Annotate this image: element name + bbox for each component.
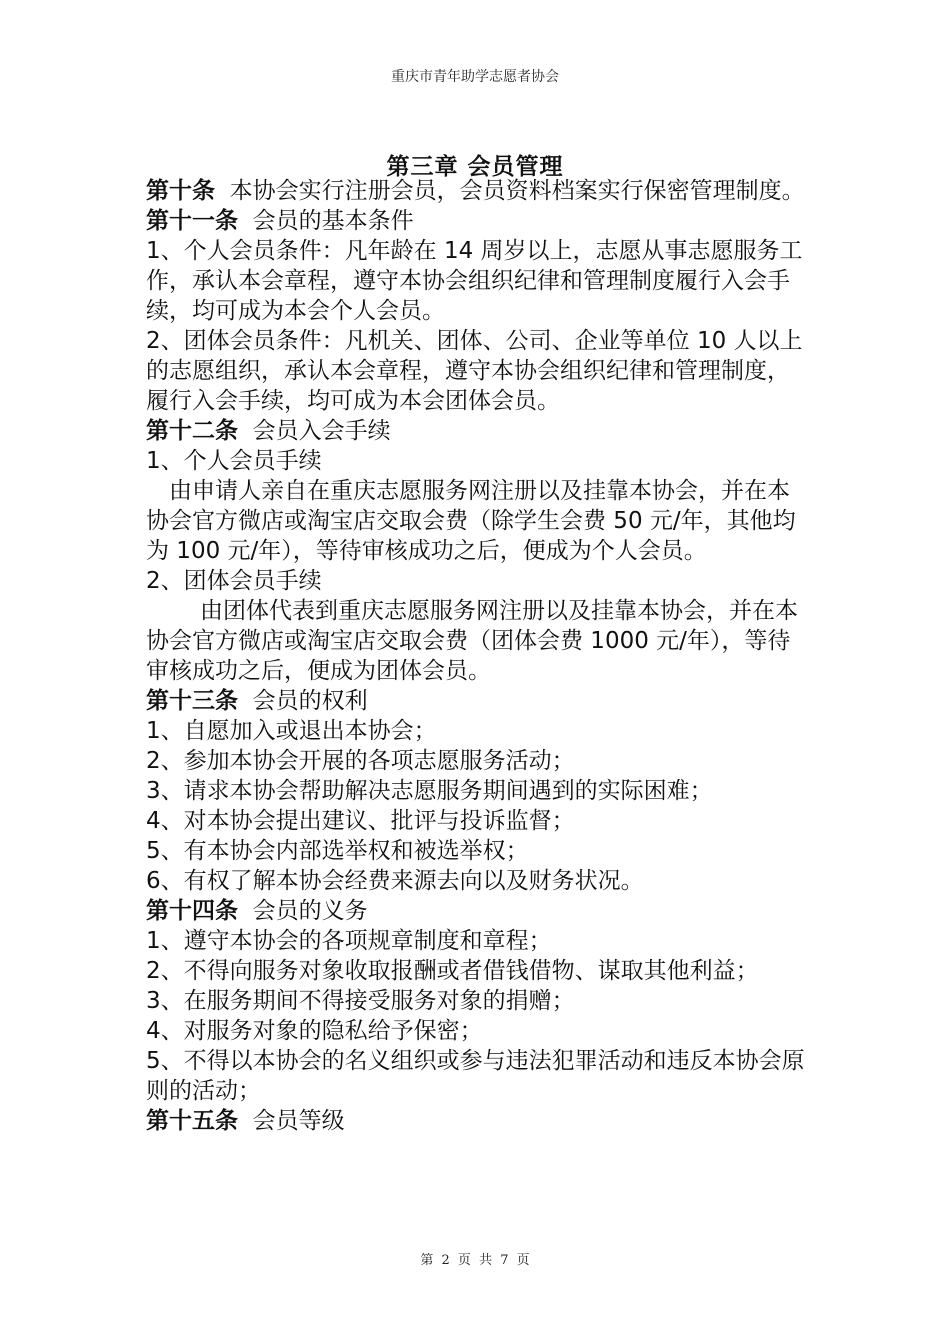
paragraph: 由申请人亲自在重庆志愿服务网注册以及挂靠本协会，并在本协会官方微店或淘宝店交取会费（除学生会费 50 元/年，其他均为 100 元/年），等待审核成功之后，便成为个人会员。 xyxy=(146,478,796,564)
article-text: 本协会实行注册会员，会员资料档案实行保密管理制度。 xyxy=(229,178,805,204)
article-13 xyxy=(146,686,812,716)
article-15 xyxy=(146,1106,812,1136)
article-11 xyxy=(146,206,812,236)
article-text: 会员入会手续 xyxy=(252,418,391,444)
article-text: 会员的基本条件 xyxy=(252,208,414,234)
list-item: 6、有权了解本协会经费来源去向以及财务状况。 xyxy=(146,868,644,894)
article-text: 会员的权利 xyxy=(252,688,368,714)
document-body xyxy=(146,176,812,1136)
article-label: 第十一条 xyxy=(146,207,238,234)
subsection-title: 2、团体会员手续 xyxy=(146,568,322,594)
paragraph: 由团体代表到重庆志愿服务网注册以及挂靠本协会，并在本协会官方微店或淘宝店交取会费（团体会费 1000 元/年），等待审核成功之后，便成为团体会员。 xyxy=(146,598,798,684)
chapter-title: 第三章 会员管理 xyxy=(386,153,564,180)
list-item: 2、参加本协会开展的各项志愿服务活动； xyxy=(146,748,575,774)
list-item: 1、自愿加入或退出本协会； xyxy=(146,718,437,744)
list-item: 3、请求本协会帮助解决志愿服务期间遇到的实际困难； xyxy=(146,778,713,804)
list-item: 3、在服务期间不得接受服务对象的捐赠； xyxy=(146,988,575,1014)
subsection-title: 1、个人会员手续 xyxy=(146,448,322,474)
list-item: 2、不得向服务对象收取报酬或者借钱借物、谋取其他利益； xyxy=(146,958,759,984)
list-item: 4、对本协会提出建议、批评与投诉监督； xyxy=(146,808,575,834)
article-label: 第十条 xyxy=(146,177,215,204)
list-item: 5、有本协会内部选举权和被选举权； xyxy=(146,838,529,864)
list-item: 1、遵守本协会的各项规章制度和章程； xyxy=(146,928,552,954)
article-label: 第十四条 xyxy=(146,897,238,924)
list-item: 1、个人会员条件：凡年龄在 14 周岁以上，志愿从事志愿服务工作，承认本会章程，遵守本协会组织纪律和管理制度履行入会手续，均可成为本会个人会员。 xyxy=(146,238,803,324)
article-label: 第十二条 xyxy=(146,417,238,444)
list-item: 5、不得以本协会的名义组织或参与违法犯罪活动和违反本协会原则的活动； xyxy=(146,1048,805,1104)
list-item: 2、团体会员条件：凡机关、团体、公司、企业等单位 10 人以上的志愿组织，承认本会章程，遵守本协会组织纪律和管理制度，履行入会手续，均可成为本会团体会员。 xyxy=(146,328,803,414)
article-text: 会员等级 xyxy=(252,1108,345,1134)
list-item: 4、对服务对象的隐私给予保密； xyxy=(146,1018,483,1044)
article-10 xyxy=(146,176,812,206)
article-label: 第十五条 xyxy=(146,1107,238,1134)
running-header: 重庆市青年助学志愿者协会 xyxy=(391,69,559,85)
page-number: 第 2 页 共 7 页 xyxy=(420,1253,530,1268)
article-12 xyxy=(146,416,812,446)
article-text: 会员的义务 xyxy=(252,898,368,924)
article-14 xyxy=(146,896,812,926)
article-label: 第十三条 xyxy=(146,687,238,714)
